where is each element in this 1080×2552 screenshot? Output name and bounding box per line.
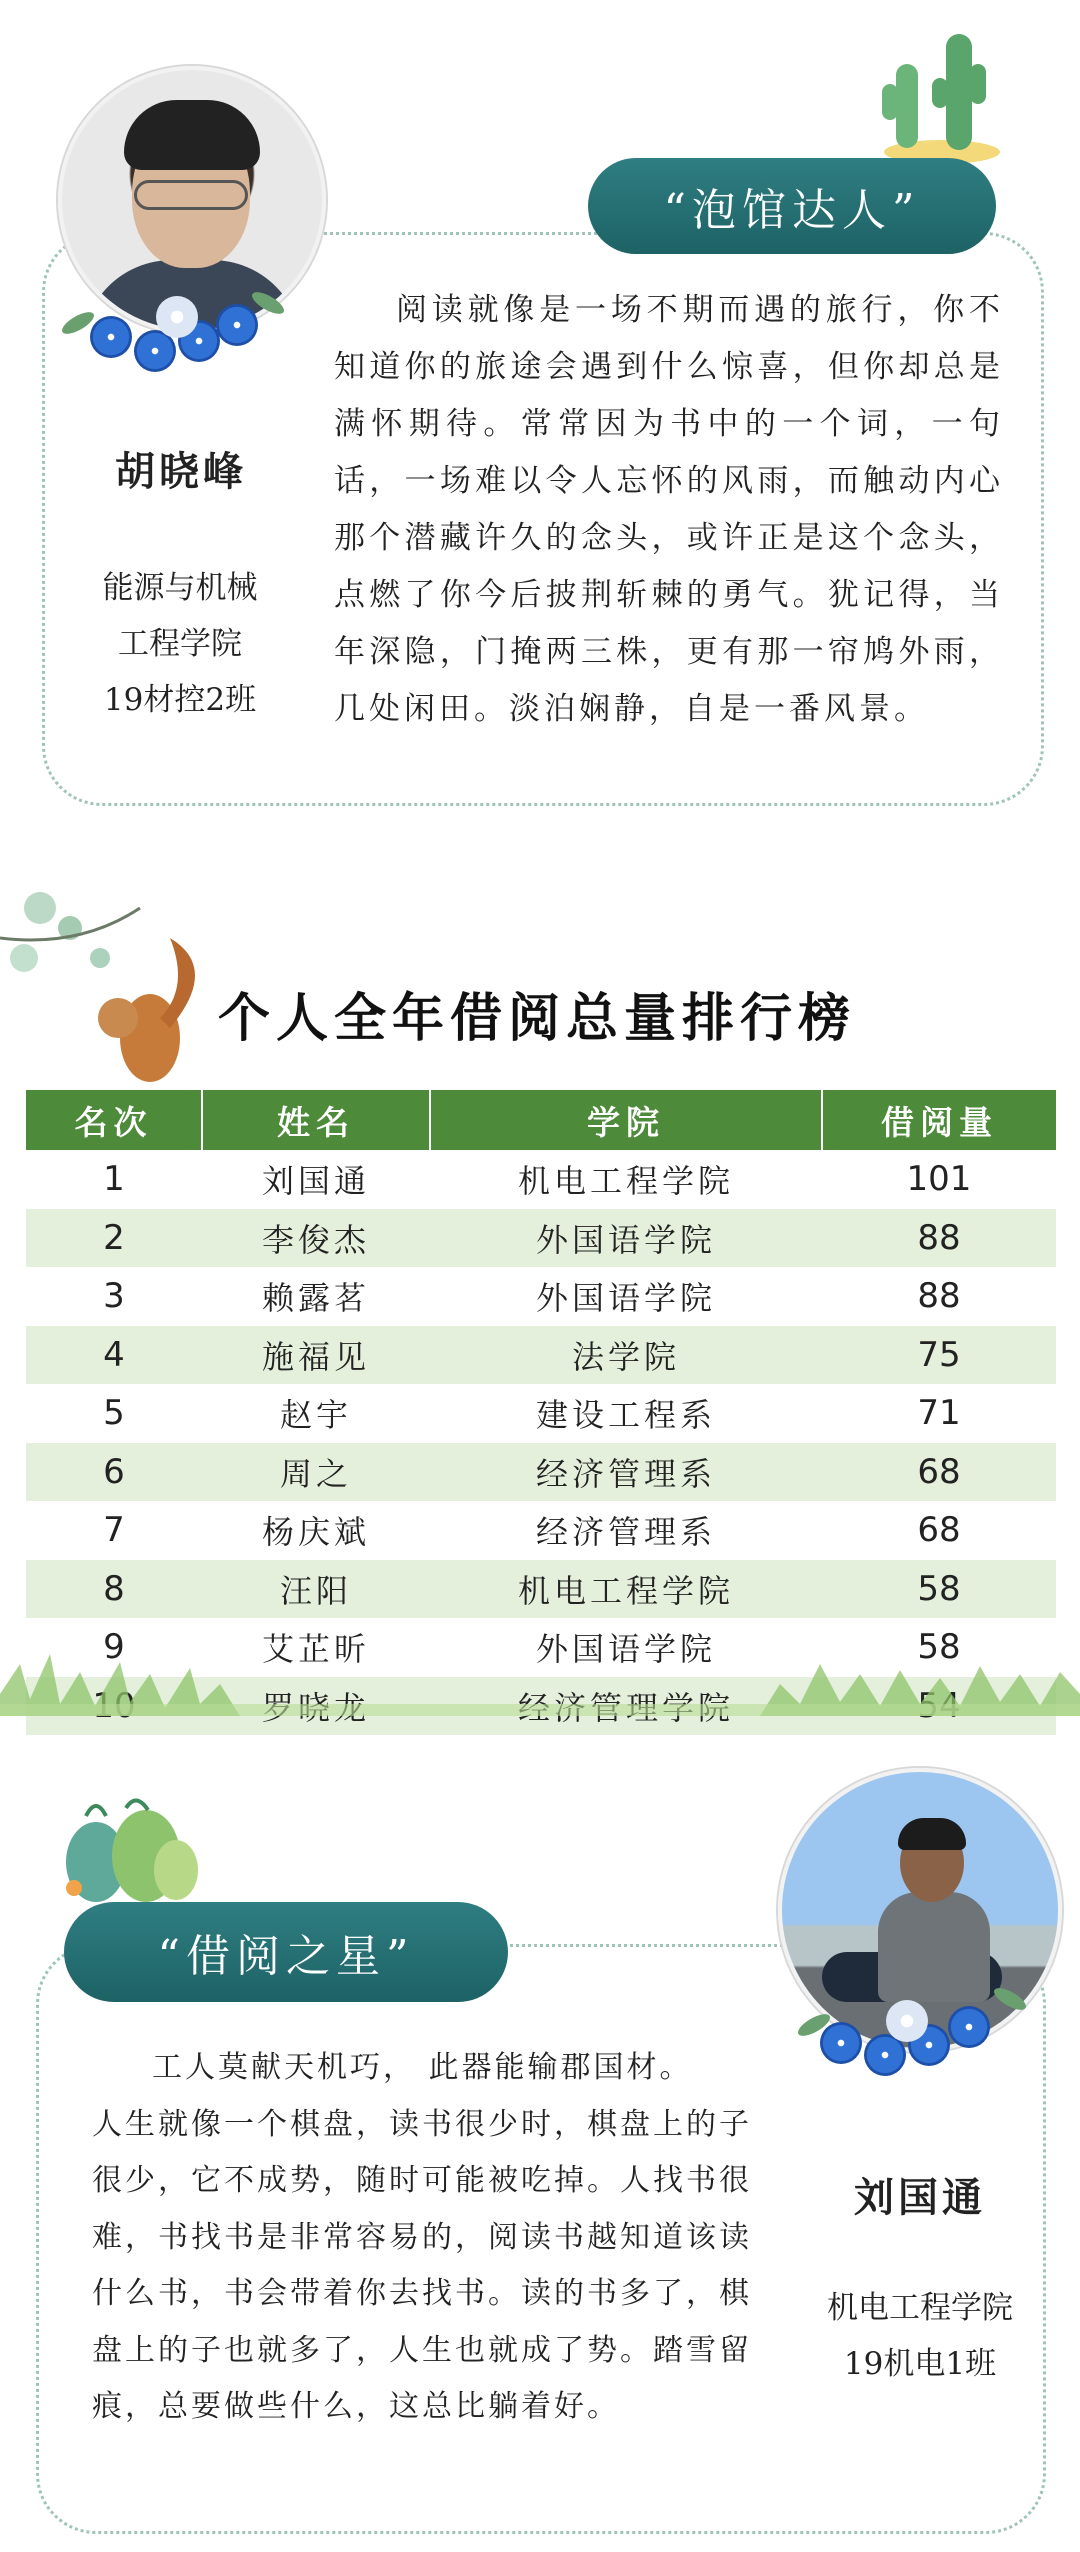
count-cell: 88	[917, 1276, 961, 1317]
count-cell: 58	[822, 1560, 1056, 1619]
reader-quote-1: 阅读就像是一场不期而遇的旅行，你不知道你的旅途会遇到什么惊喜，但你却总是满怀期待。常常因为书中的一个词，一句话，一场难以令人忘怀的风雨，而触动内心那个潜藏许久的念头，或许正是这个念头，点燃了你今后披荆斩棘的勇气。犹记得，当年深隐，门掩两三株，更有那一帘鸠外雨，几处闲田。淡泊娴静，自是一番风景。	[334, 292, 1004, 727]
rank-cell: 7	[103, 1510, 125, 1551]
ranking-table	[26, 1090, 1056, 1735]
name-cell: 赖露茗	[261, 1279, 370, 1318]
count-cell: 58	[917, 1627, 961, 1668]
name-cell: 施福见	[202, 1326, 430, 1385]
squirrel-decoration	[0, 868, 210, 1098]
count-cell: 71	[917, 1393, 961, 1434]
rank-cell: 1	[103, 1159, 125, 1200]
table-header-row	[26, 1090, 1056, 1150]
table-row	[26, 1560, 1056, 1619]
college-cell: 外国语学院	[535, 1279, 716, 1318]
plant-decoration	[56, 1796, 206, 1906]
header-count: 借阅量	[822, 1090, 1056, 1150]
header-college: 学院	[430, 1090, 822, 1150]
flower-decoration-2	[796, 1988, 1016, 2078]
ranking-title: 个人全年借阅总量排行榜	[218, 988, 857, 1049]
flower-decoration-1	[60, 286, 280, 376]
college-cell: 建设工程系	[535, 1396, 716, 1435]
college-cell: 经济管理系	[535, 1513, 716, 1552]
badge-jieyue-zhixing: “借阅之星”	[64, 1902, 508, 2002]
table-row	[26, 1267, 1056, 1326]
college-cell: 经济管理系	[430, 1443, 822, 1502]
count-cell: 68	[822, 1443, 1056, 1502]
name-cell: 杨庆斌	[261, 1513, 370, 1552]
name-cell: 汪阳	[202, 1560, 430, 1619]
college-cell: 外国语学院	[430, 1209, 822, 1268]
name-cell: 刘国通	[261, 1162, 370, 1201]
rank-cell: 9	[103, 1627, 125, 1668]
college-cell: 外国语学院	[535, 1630, 716, 1669]
rank-cell: 6	[26, 1443, 202, 1502]
table-row	[26, 1501, 1056, 1560]
header-rank: 名次	[26, 1090, 202, 1150]
table-row	[26, 1209, 1056, 1268]
rank-cell: 4	[26, 1326, 202, 1385]
reader-quote-2: 工人莫献天机巧， 此器能输郡国材。 人生就像一个棋盘，读书很少时，棋盘上的子很少，它不成势，随时可能被吃掉。人找书很难，书找书是非常容易的，阅读书越知道该读什么书，书会带着你去找书。读的书多了，棋盘上的子也就多了，人生也就成了势。踏雪留痕，总要做些什么，这总比躺着好。	[92, 2050, 752, 2424]
table-row	[26, 1150, 1056, 1209]
college-cell: 法学院	[430, 1326, 822, 1385]
table-row	[26, 1443, 1056, 1502]
badge-paoguan-daren: “泡馆达人”	[588, 158, 996, 254]
cactus-decoration	[862, 24, 1000, 166]
table-row	[26, 1384, 1056, 1443]
grass-decoration	[0, 1644, 1080, 1716]
college-cell: 机电工程学院	[517, 1162, 734, 1201]
reader-school-2: 机电工程学院 19机电1班	[827, 2290, 1013, 2382]
rank-cell: 3	[103, 1276, 125, 1317]
count-cell: 75	[822, 1326, 1056, 1385]
name-cell: 李俊杰	[202, 1209, 430, 1268]
rank-cell: 2	[26, 1209, 202, 1268]
rank-cell: 8	[26, 1560, 202, 1619]
count-cell: 88	[822, 1209, 1056, 1268]
reader-school-1: 能源与机械 工程学院 19材控2班	[102, 570, 258, 718]
name-cell: 赵宇	[279, 1396, 352, 1435]
table-row	[26, 1326, 1056, 1385]
name-cell: 周之	[202, 1443, 430, 1502]
count-cell: 101	[906, 1159, 972, 1200]
rank-cell: 5	[103, 1393, 125, 1434]
reader-name-1: 胡晓峰	[115, 448, 247, 495]
header-name: 姓名	[202, 1090, 430, 1150]
college-cell: 机电工程学院	[430, 1560, 822, 1619]
count-cell: 68	[917, 1510, 961, 1551]
reader-name-2: 刘国通	[854, 2174, 986, 2221]
name-cell: 艾芷昕	[261, 1630, 370, 1669]
